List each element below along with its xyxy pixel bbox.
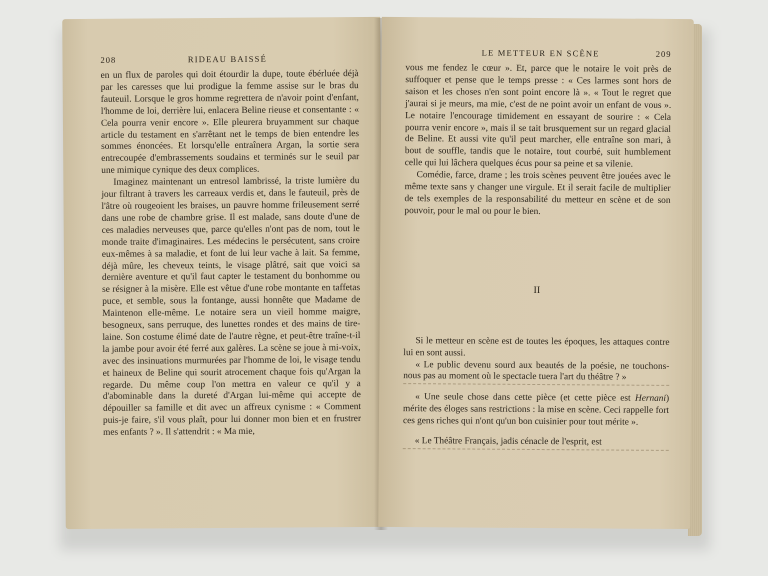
right-page: [378, 17, 694, 529]
open-book: [64, 18, 704, 538]
left-page-header: [100, 53, 358, 65]
section-number: II: [533, 284, 541, 296]
left-page-number: 208: [100, 54, 117, 65]
right-page-header: [406, 47, 672, 59]
quote-2-part-a: « Une seule chose dans cette pièce (et cette pièce est: [415, 392, 636, 405]
quote-2: [403, 392, 669, 430]
right-running-title: LE METTEUR EN SCÈNE: [481, 47, 600, 59]
left-paragraph-2: Imaginez maintenant un entresol lambrissé, la triste lumière du jour filtrant à travers les carreaux verdis et, dans le fauteuil, près de l'âtre où rougeoient les braises, un pauvre homme frileusement serré dans une robe de chambre grise. Il est malade, sans doute d'une de ces maladies nerveuses que, parce qu'elles n'ont pas de nom, tout le monde traite d'imaginaires. Les médecins le persécutent, sans croire eux-mêmes à sa maladie, et font de lui leur vache à lait. Sa femme, déjà mûre, les cheveux teints, le visage plâtré, sait que voici sa dernière aventure et qu'il faut capter le testament du bonhomme ou se résigner à la misère. Elle est vêtue d'une robe montante en taffetas puce, et semble, sous la fontange, aussi honnête que Madame de Maintenon elle-même. Le notaire sera un vieil homme maigre, besogneux, sans perruque, des lunettes rondes et des mains de tire-laine. Son costume élimé date de l'autre règne, et peut-être traîne-t-il la jambe pour avoir été ferré aux galères. La scène se joue à mi-voix, avec des insinuations murmurées par l'homme de loi, le visage tendu et haineux de Beline qui sourit atrocement chaque fois qu'Argan la regarde. Du même coup l'on mettra en valeur ce qu'il y a d'abominable dans la dureté d'Argan lui-même qui accepte de dépouiller sa famille et dit avec un affreux cynisme : « Comment puis-je faire, s'il vous plaît, pour lui donner mon bien et en frustrer mes enfants ? ». Il s'attendrit : « Ma mie,: [101, 176, 362, 439]
right-paragraph-1: vous me fendez le cœur ». Et, parce que le notaire le voit près de suffoquer et pense que le temps presse : « Ces larmes sont hors de saison et les choses n'en sont point encore là ». « Tout le regret que j'aurai si je meurs, ma mie, c'est de ne point avoir un enfant de vous ». Le notaire l'encourage timidement en essayant de sourire : « Cela pourra venir encore », mais il se tait brusquement sur un regard glacial de Beline. Et aussi vite qu'il peut marcher, elle entraîne son mari, à bout de souffle, tandis que le notaire, tout courbé, suit humblement celle qui lui lâchera quelques écus pour sa peine et sa vilenie.: [404, 63, 672, 170]
quote-2-title: Hernani: [634, 394, 667, 405]
right-paragraph-3: Si le metteur en scène est de toutes les époques, les attaques contre lui en sont aussi.: [403, 335, 670, 359]
quote-1: « Le public devenu sourd aux beautés de la poésie, ne touchons-nous pas au moment où le spectacle tuera l'art du théâtre ? »: [403, 360, 669, 387]
right-page-number: 209: [655, 48, 672, 59]
left-page: [62, 17, 384, 529]
left-running-title: RIDEAU BAISSÉ: [187, 53, 267, 65]
right-paragraph-2: Comédie, farce, drame ; les trois scènes peuvent être jouées avec le même texte sans y changer une virgule. Et il serait facile de multiplier de tels exemples de la responsabilité du metteur en scène et de son pouvoir, pour le mal ou pour le bien.: [404, 170, 671, 217]
left-page-body: [101, 69, 362, 440]
quote-3: « Le Théâtre Français, jadis cénacle de l'esprit, est: [403, 436, 669, 451]
right-page-body: [403, 63, 672, 451]
left-paragraph-1: en un flux de paroles qui doit étourdir la dupe, toute ébérluée déjà par les caresses que lui prodigue la femme assise sur le bras du fauteuil. Lorsque le gros homme regrettera de n'avoir point d'enfant, l'homme de loi, derrière lui, enlacera Beline rieuse et consentante : « Cela pourra venir encore ». Elle pleurera bruyamment sur chaque article du testament en s'arrêtant net le temps de bien entendre les sommes énoncées. Et lorsqu'elle entraînera Argan, la sortie sera entrecoupée d'embrassements soudains et terminés sur le seuil par une mimique cynique des deux complices.: [100, 69, 360, 177]
quote-2-part-b: ) mérite des éloges sans restrictions : la mise en scène. Ceci rappelle fort ces gens riches qui n'ont qu'un bon cuisinier pour tout mérite ».: [402, 394, 670, 428]
